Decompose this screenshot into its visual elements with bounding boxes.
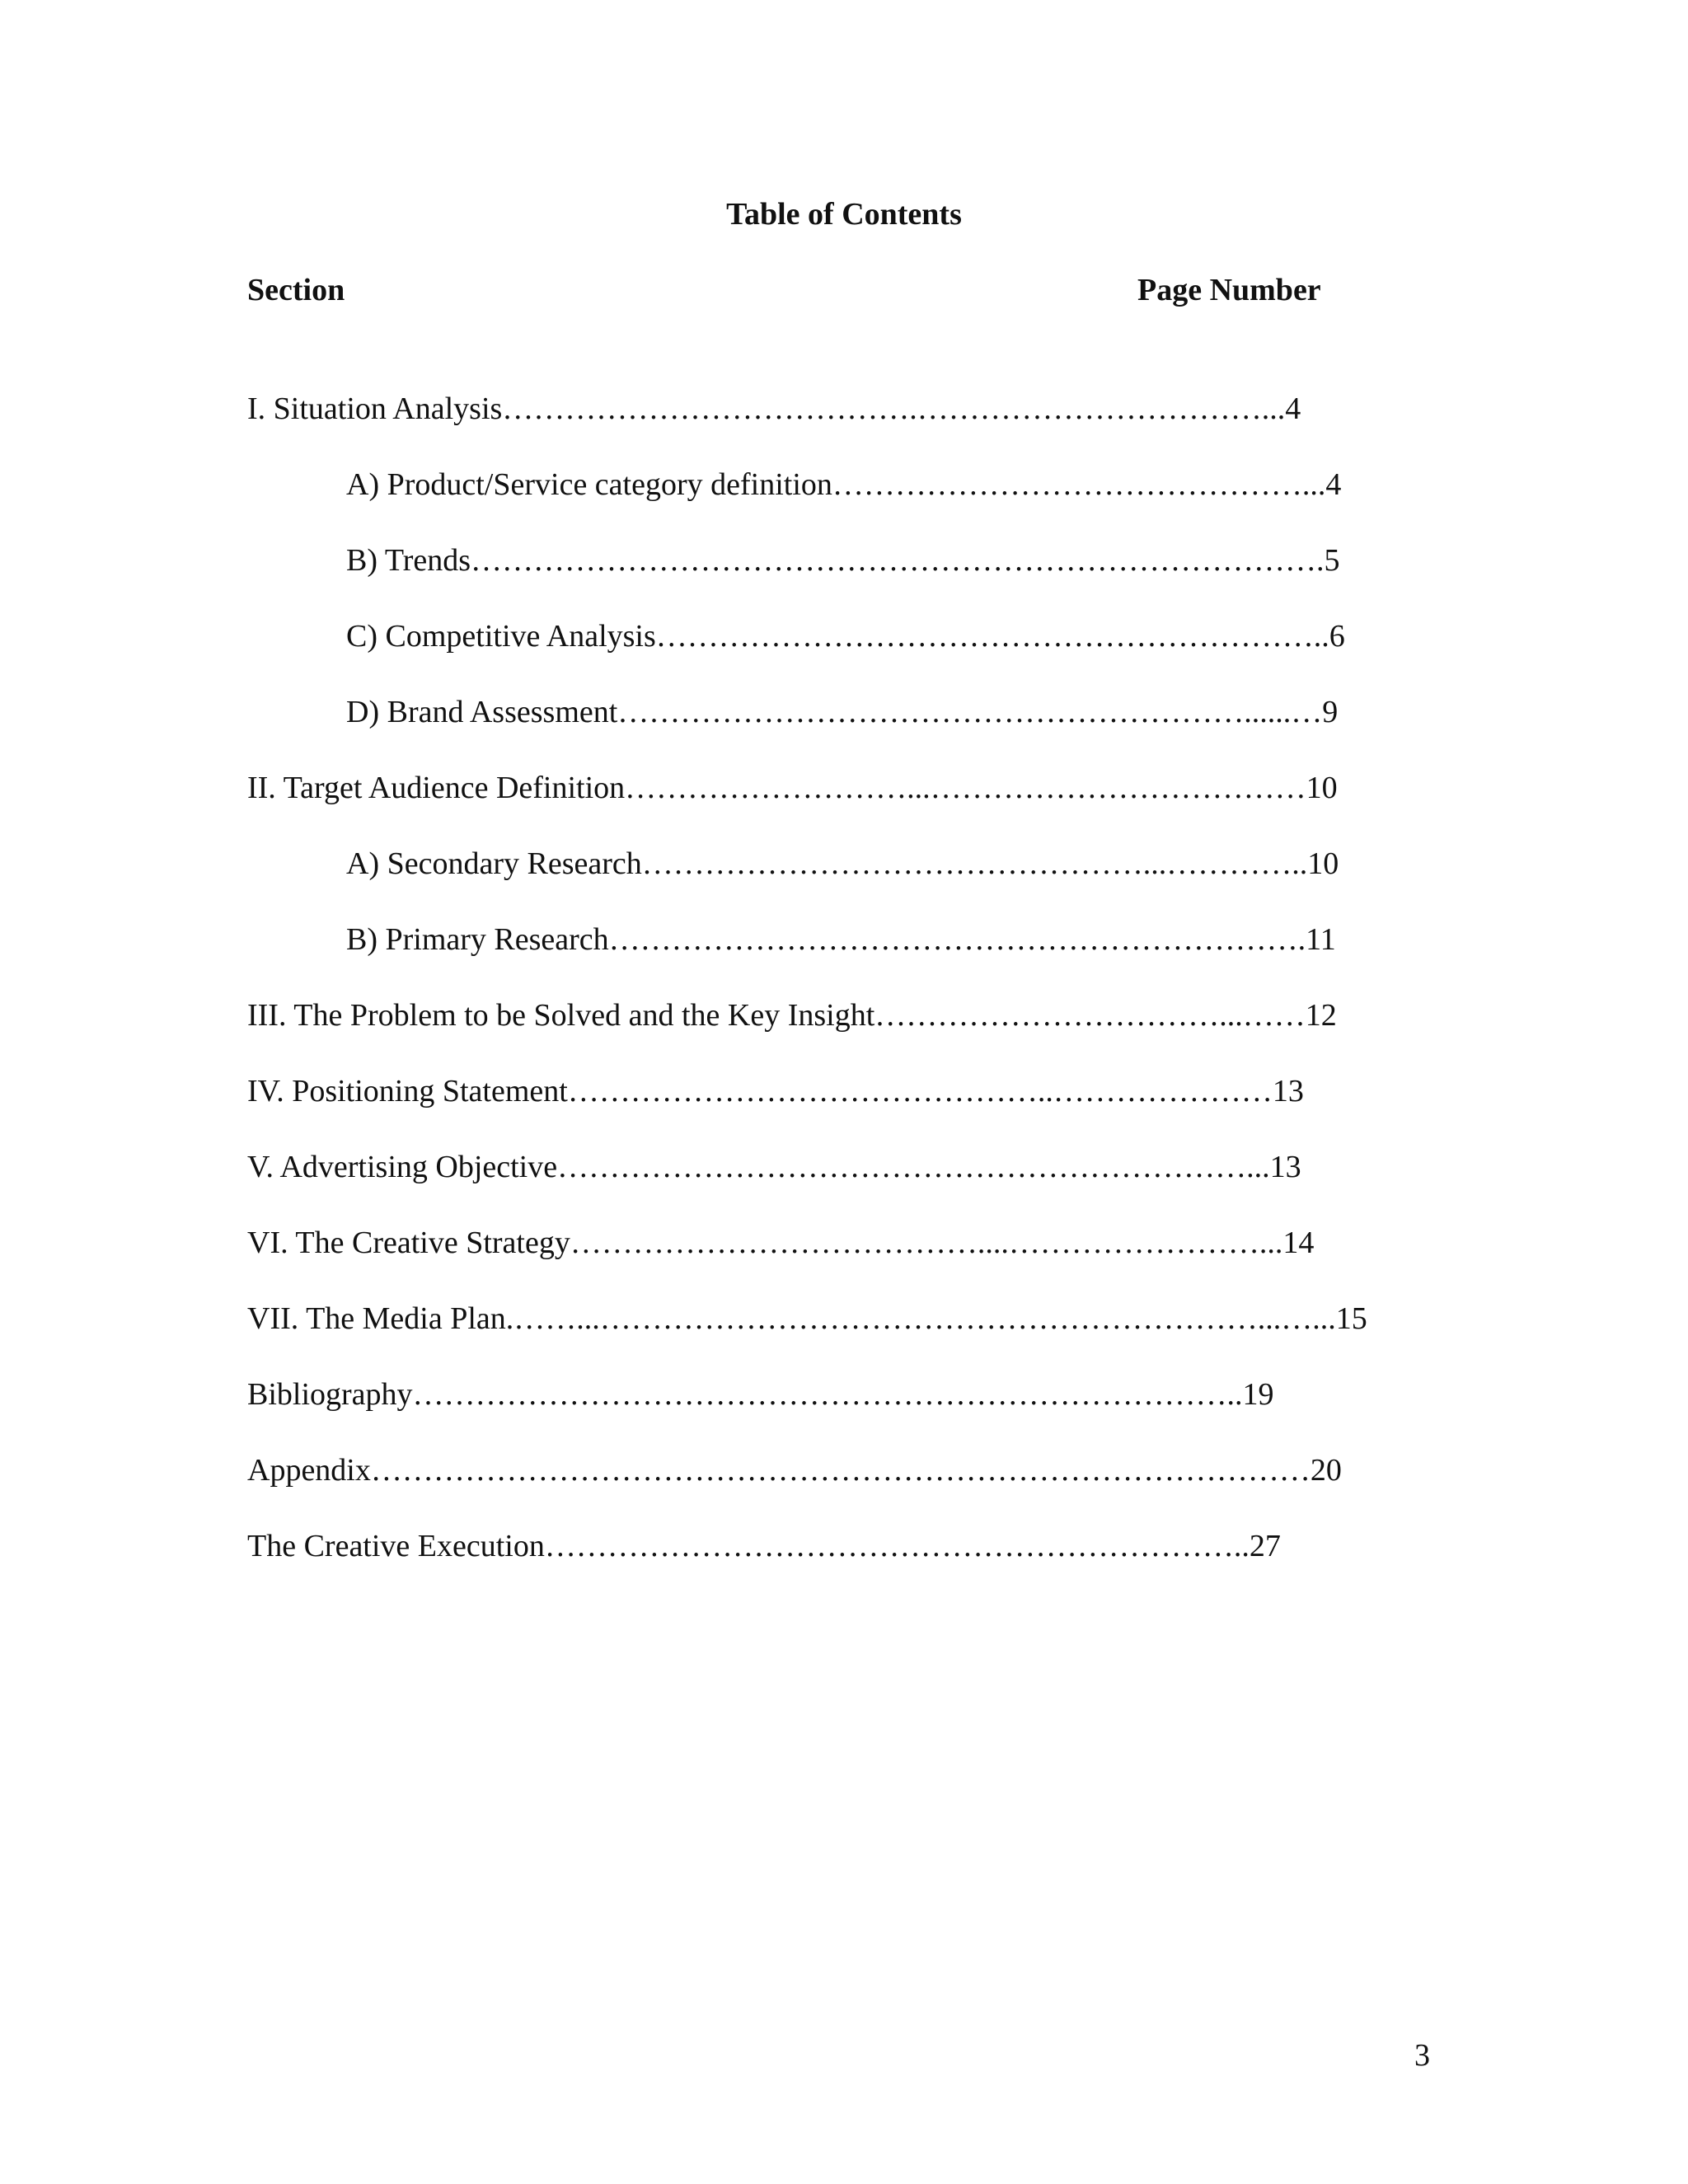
toc-entry-primary-research [0, 915, 1688, 991]
toc-entry-media-plan [0, 1294, 1688, 1370]
toc-entry-situation-analysis [0, 384, 1688, 460]
toc-entry-label: I. Situation Analysis………………………………….……………………………...4 [247, 391, 1301, 426]
toc-entry-advertising-objective [0, 1142, 1688, 1218]
toc-entry-label: D) Brand Assessment……………………………………………………......…9 [346, 695, 1339, 729]
table-of-contents [0, 384, 1688, 1597]
toc-entry-label: A) Product/Service category definition………………………………………...4 [346, 467, 1342, 502]
toc-entry-label: Appendix………………………………………………………………………………20 [247, 1453, 1342, 1488]
toc-entry-creative-strategy [0, 1218, 1688, 1294]
toc-entry-label: V. Advertising Objective…………………………………………………………...13 [247, 1150, 1301, 1184]
toc-entry-label: The Creative Execution…………………………………………………………..27 [247, 1529, 1281, 1563]
toc-entry-competitive-analysis [0, 612, 1688, 687]
toc-entry-label: B) Primary Research………………………………………………………….11 [346, 922, 1336, 957]
toc-entry-creative-execution [0, 1521, 1688, 1597]
toc-entry-label: II. Target Audience Definition………………………...………………………………10 [247, 771, 1338, 805]
toc-entry-label: C) Competitive Analysis………………………………………………………..6 [346, 619, 1345, 654]
toc-entry-bibliography [0, 1370, 1688, 1446]
toc-entry-label: B) Trends……………………………………………………………………….5 [346, 543, 1340, 578]
toc-entry-problem-key-insight [0, 991, 1688, 1066]
toc-entry-secondary-research [0, 839, 1688, 915]
page-title: Table of Contents [726, 197, 962, 232]
toc-entry-product-service-definition [0, 460, 1688, 536]
toc-entry-appendix [0, 1446, 1688, 1521]
toc-entry-target-audience-definition [0, 763, 1688, 839]
toc-entry-brand-assessment [0, 687, 1688, 763]
toc-entry-positioning-statement [0, 1066, 1688, 1142]
toc-entry-label: IV. Positioning Statement………………………………………..…………………13 [247, 1074, 1304, 1108]
section-column-header: Section [247, 273, 345, 307]
page-number-column-header: Page Number [1137, 273, 1321, 307]
toc-entry-label: Bibliography……………………………………………………………………..19 [247, 1377, 1274, 1412]
toc-entry-label: A) Secondary Research…………………………………………...…………..10 [346, 846, 1339, 881]
toc-entry-label: VI. The Creative Strategy…………………………………....……………………...14 [247, 1226, 1315, 1260]
toc-entry-label: III. The Problem to be Solved and the Key Insight……………………………...……12 [247, 998, 1337, 1033]
page-number: 3 [1414, 2038, 1430, 2073]
toc-entry-trends [0, 536, 1688, 612]
toc-entry-label: VII. The Media Plan.……...………………………………………………………...…...15 [247, 1301, 1367, 1336]
